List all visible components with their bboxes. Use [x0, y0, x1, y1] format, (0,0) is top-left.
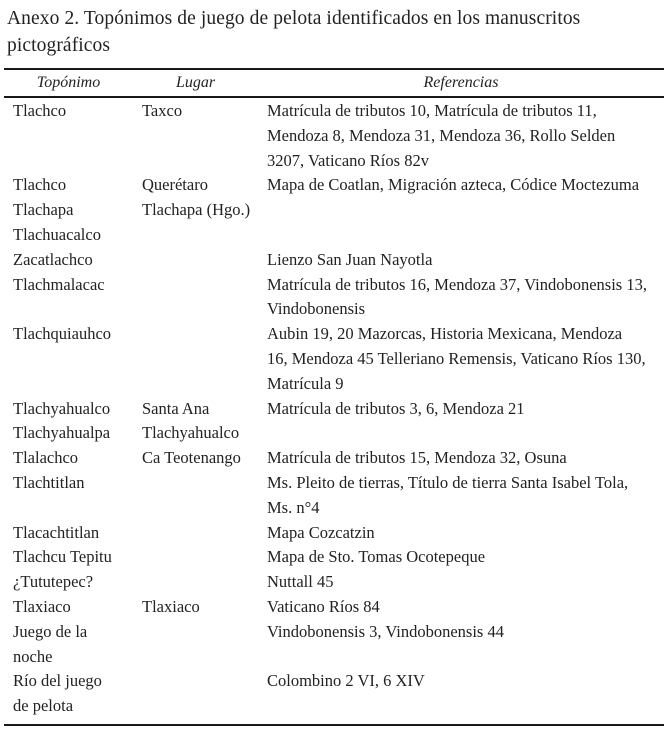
cell-line: Lienzo San Juan Nayotla [267, 249, 433, 269]
table-body [4, 97, 664, 725]
cell-line: Vaticano Ríos 84 [267, 596, 380, 616]
cell-lugar [133, 595, 258, 620]
cell-toponimo [4, 173, 133, 198]
cell-line: Tlachuacalco [13, 224, 101, 244]
cell-line: Colombino 2 VI, 6 XIV [267, 671, 425, 691]
cell-line: Tlachyahualco [13, 398, 111, 418]
cell-line: 16, Mendoza 45 Telleriano Remensis, Vaticano Ríos 130, [267, 348, 646, 368]
toponyms-table [4, 68, 664, 726]
cell-line: Tlaxiaco [13, 596, 71, 616]
cell-line: Tlachco [13, 101, 67, 120]
table-row [4, 446, 664, 471]
cell-toponimo [4, 669, 133, 725]
cell-lugar [133, 397, 258, 447]
table-row [4, 322, 664, 396]
cell-line: Tlachyahualpa [13, 423, 111, 443]
cell-line: Tlachmalacac [13, 274, 105, 294]
cell-lugar [133, 248, 258, 273]
cell-line: Zacatlachco [13, 249, 93, 269]
cell-referencias [258, 248, 664, 273]
cell-toponimo [4, 446, 133, 471]
table-row [4, 173, 664, 198]
cell-line: Mapa Cozcatzin [267, 522, 375, 542]
cell-line: Tlachtitlan [13, 472, 85, 492]
cell-referencias [258, 97, 664, 173]
cell-referencias [258, 521, 664, 546]
cell-line: Río del juego [13, 671, 102, 691]
cell-toponimo [4, 620, 133, 670]
table-row [4, 545, 664, 570]
cell-referencias [258, 198, 664, 248]
cell-lugar [133, 173, 258, 198]
cell-line: Tlachapa (Hgo.) [142, 200, 251, 220]
cell-toponimo [4, 471, 133, 521]
cell-line: de pelota [13, 696, 74, 716]
cell-line: noche [13, 646, 53, 666]
table-row [4, 570, 664, 595]
table-header [4, 69, 664, 97]
table-row [4, 595, 664, 620]
cell-lugar [133, 669, 258, 725]
cell-lugar [133, 471, 258, 521]
cell-referencias [258, 471, 664, 521]
cell-line: Aubin 19, 20 Mazorcas, Historia Mexicana, Mendoza [267, 324, 623, 344]
cell-toponimo [4, 198, 133, 248]
table-row [4, 198, 664, 248]
table-row [4, 521, 664, 546]
cell-line: Vindobonensis 3, Vindobonensis 44 [267, 621, 504, 641]
cell-referencias [258, 322, 664, 396]
table-row [4, 248, 664, 273]
column-header-toponimo: Topónimo [4, 69, 133, 97]
cell-toponimo [4, 595, 133, 620]
cell-line: Ms. n°4 [267, 497, 320, 517]
cell-toponimo [4, 97, 133, 173]
cell-lugar [133, 198, 258, 248]
cell-toponimo [4, 248, 133, 273]
cell-toponimo [4, 322, 133, 396]
cell-line: Matrícula de tributos 16, Mendoza 37, Vindobonensis 13, [267, 274, 647, 294]
cell-line: Nuttall 45 [267, 572, 334, 592]
table-row [4, 471, 664, 521]
cell-referencias [258, 397, 664, 447]
cell-referencias [258, 545, 664, 570]
column-header-referencias: Referencias [258, 69, 664, 97]
table-header-row [4, 69, 664, 97]
cell-referencias [258, 620, 664, 670]
cell-line: Juego de la [13, 621, 88, 641]
cell-line: Tlalachco [13, 448, 79, 468]
cell-lugar [133, 620, 258, 670]
cell-line: Tlachcu Tepitu [13, 547, 112, 567]
cell-line: Tlachquiauhco [13, 324, 112, 344]
cell-toponimo [4, 545, 133, 570]
table-row [4, 669, 664, 725]
cell-line: Tlachapa [13, 200, 74, 220]
cell-referencias [258, 570, 664, 595]
cell-toponimo [4, 273, 133, 323]
table-row [4, 397, 664, 447]
cell-toponimo [4, 570, 133, 595]
cell-line: Matrícula de tributos 15, Mendoza 32, Osuna [267, 448, 567, 468]
column-header-lugar: Lugar [133, 69, 258, 97]
cell-line: 3207, Vaticano Ríos 82v [267, 150, 429, 170]
cell-line: ¿Tututepec? [13, 572, 94, 592]
cell-line: Ms. Pleito de tierras, Título de tierra Santa Isabel Tola, [267, 472, 629, 492]
cell-lugar [133, 322, 258, 396]
cell-line: Mapa de Coatlan, Migración azteca, Códice Moctezuma [267, 175, 640, 195]
cell-line: Matrícula 9 [267, 373, 344, 393]
cell-referencias [258, 595, 664, 620]
cell-referencias [258, 669, 664, 725]
page [0, 5, 668, 739]
cell-line: Taxco [142, 101, 183, 120]
cell-lugar [133, 570, 258, 595]
cell-line: Mapa de Sto. Tomas Ocotepeque [267, 547, 486, 567]
page-title: Anexo 2. Topónimos de juego de pelota identificados en los manuscritos pictográficos [7, 8, 581, 56]
cell-line: Tlaxiaco [142, 596, 200, 616]
cell-line: Querétaro [142, 175, 208, 195]
cell-toponimo [4, 521, 133, 546]
cell-line: Vindobonensis [267, 299, 366, 319]
cell-lugar [133, 97, 258, 173]
cell-referencias [258, 173, 664, 198]
cell-lugar [133, 273, 258, 323]
table-row [4, 620, 664, 670]
cell-line: Tlachco [13, 175, 67, 195]
cell-lugar [133, 545, 258, 570]
cell-referencias [258, 446, 664, 471]
cell-line: Tlacachtitlan [13, 522, 100, 542]
cell-line: Matrícula de tributos 3, 6, Mendoza 21 [267, 398, 525, 418]
cell-lugar [133, 521, 258, 546]
cell-line: Matrícula de tributos 10, Matrícula de tributos 11, [267, 101, 597, 120]
cell-line: Mendoza 8, Mendoza 31, Mendoza 36, Rollo Selden [267, 125, 616, 145]
cell-line: Santa Ana [142, 398, 210, 418]
cell-line: Tlachyahualco [142, 423, 240, 443]
table-row [4, 273, 664, 323]
cell-lugar [133, 446, 258, 471]
cell-referencias [258, 273, 664, 323]
cell-toponimo [4, 397, 133, 447]
table-row [4, 97, 664, 173]
cell-line: Ca Teotenango [142, 448, 241, 468]
